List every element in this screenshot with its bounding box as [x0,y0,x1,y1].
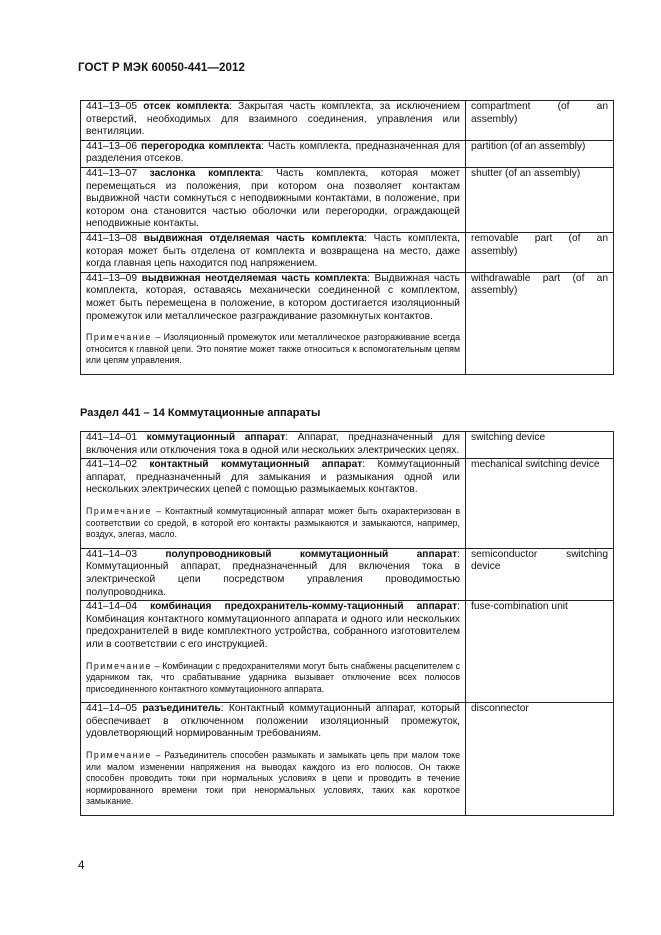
english-term: removable part (of an assembly) [466,232,614,272]
note-label: Примечание [86,505,152,516]
term-code: 441–13–06 [86,140,137,152]
note-text: – Изоляционный промежуток или металлическое разгораживание всегда относится к главной цепи. Это понятие может также относиться к вспомогательным цепям или цепям управления. [86,332,460,366]
term-definition: : Коммутационный аппарат, предназначенный для включения тока в электрической цепи посредством управления проводимостью полупроводника. [86,548,460,598]
note-label: Примечание [86,332,152,343]
term-code: 441–13–07 [86,167,137,179]
section-title: Раздел 441 – 14 Коммутационные аппараты [80,407,321,419]
term-definition-cell [81,232,466,272]
note-text: – Разъединитель способен размыкать и замыкать цепь при малом токе или малом изменении напряжения на выводах каждого из его полюсов. Он также способен проводить токи при нормальных условиях в цепи и проводить в течение нормированного времени токи при ненормальных условиях, таких как короткое замыкание. [86,750,460,807]
terms-table-section-13 [80,100,614,375]
table-row [81,459,614,549]
table-row [81,101,614,141]
term-name: контактный коммутационный аппарат [149,459,363,471]
english-term: semiconductor switching device [466,548,614,600]
term-definition-cell [81,459,466,549]
term-code: 441–13–09 [86,272,137,284]
english-term: partition (of an assembly) [466,140,614,167]
terms-table-section-14 [80,431,614,816]
term-definition: : Контактный коммутационный аппарат, который обеспечивает в отключенном положении изоляционный промежуток, удовлетворяющий нормированным требованиям. [86,703,460,740]
term-definition-cell [81,601,466,703]
term-code: 441–14–01 [86,432,137,443]
term-name: полупроводниковый коммутационный аппарат [165,548,458,560]
page-number: 4 [78,860,85,872]
term-name: комбинация предохранитель-комму-тационный аппарат [150,601,458,613]
term-definition: : Часть комплекта, которая может перемещаться из положения, при котором она позволяет контактам выдвижной части сомкнуться с неподвижными контактами, в положение, при котором она становится частью оболочки или перегородки, ограждающей неподвижные контакты. [86,167,460,230]
english-term: disconnector [466,703,614,816]
term-definition-cell [81,140,466,167]
term-name: коммутационный аппарат [146,432,286,443]
term-definition-cell [81,101,466,141]
note-text: – Комбинации с предохранителями могут быть снабжены расцепителем с ударником так, что срабатывание ударника вызывает отключение всех полюсов присоединенного контактного коммутационного аппарата. [86,660,460,694]
term-note [86,661,460,696]
english-term: fuse-combination unit [466,601,614,703]
note-label: Примечание [86,660,152,671]
page-header: ГОСТ Р МЭК 60050-441—2012 [78,62,245,74]
term-code: 441–14–05 [86,703,137,715]
term-definition-cell [81,167,466,232]
english-term: withdrawable part (of an assembly) [466,272,614,374]
table-row [81,548,614,600]
term-definition: : Часть комплекта, предназначенная для разделения отсеков. [86,140,460,165]
term-code: 441–13–05 [86,101,137,112]
term-definition-cell [81,548,466,600]
term-code: 441–14–02 [86,459,137,471]
term-name: разъединитель [142,703,221,715]
term-note [86,506,460,541]
table-row [81,601,614,703]
term-code: 441–14–04 [86,601,137,613]
term-definition: : Выдвижная часть комплекта, которая, оставаясь механически соединенной с комплектом, может быть перемещена в положение, в котором достигается изоляционный промежуток или металлическое разграждивание разомкнутых контактов. [86,272,460,322]
term-definition: : Комбинация контактного коммутационного аппарата и одного или нескольких предохранителей в виде комплектного устройства, собранного изготовителем или в соответствии с его инструкцией. [86,601,460,650]
table-row [81,140,614,167]
english-term: mechanical switching device [466,459,614,549]
note-text: – Контактный коммутационный аппарат может быть охарактеризован в соответствии со средой, в которой его контакты размыкаются и замыкаются, например, воздух, элегаз, масло. [86,505,460,540]
term-definition-cell [81,272,466,374]
table-row [81,232,614,272]
term-definition: : Аппарат, предназначенный для включения или отключения тока в одной или нескольких электрических цепях. [86,432,460,456]
term-name: выдвижная отделяемая часть комплекта [143,232,365,244]
term-code: 441–13–08 [86,232,137,244]
english-term: compartment (of an assembly) [466,101,614,141]
term-definition-cell [81,432,466,459]
term-note [86,332,460,367]
term-definition: : Закрытая часть комплекта, за исключением отверстий, необходимых для взаимного соединения, управления или вентиляции. [86,101,460,138]
table-row [81,167,614,232]
term-note [86,750,460,808]
note-label: Примечание [86,750,152,761]
term-name: выдвижная неотделяемая часть комплекта [141,272,368,284]
term-definition-cell [81,703,466,816]
table-row [81,703,614,816]
english-term: switching device [466,432,614,459]
term-definition: : Коммутационный аппарат, предназначенный для замыкания и размыкания одной или нескольких электрических цепей с помощью размыкаемых контактов. [86,459,460,496]
table-row [81,272,614,374]
term-name: отсек комплекта [143,101,230,112]
term-name: перегородка комплекта [141,140,262,152]
english-term: shutter (of an assembly) [466,167,614,232]
term-code: 441–14–03 [86,548,137,560]
term-name: заслонка комплекта [149,167,261,179]
term-definition: : Часть комплекта, которая может быть отделена от комплекта и возвращена на место, даже когда главная цепь находится под напряжением. [86,232,460,270]
table-row [81,432,614,459]
